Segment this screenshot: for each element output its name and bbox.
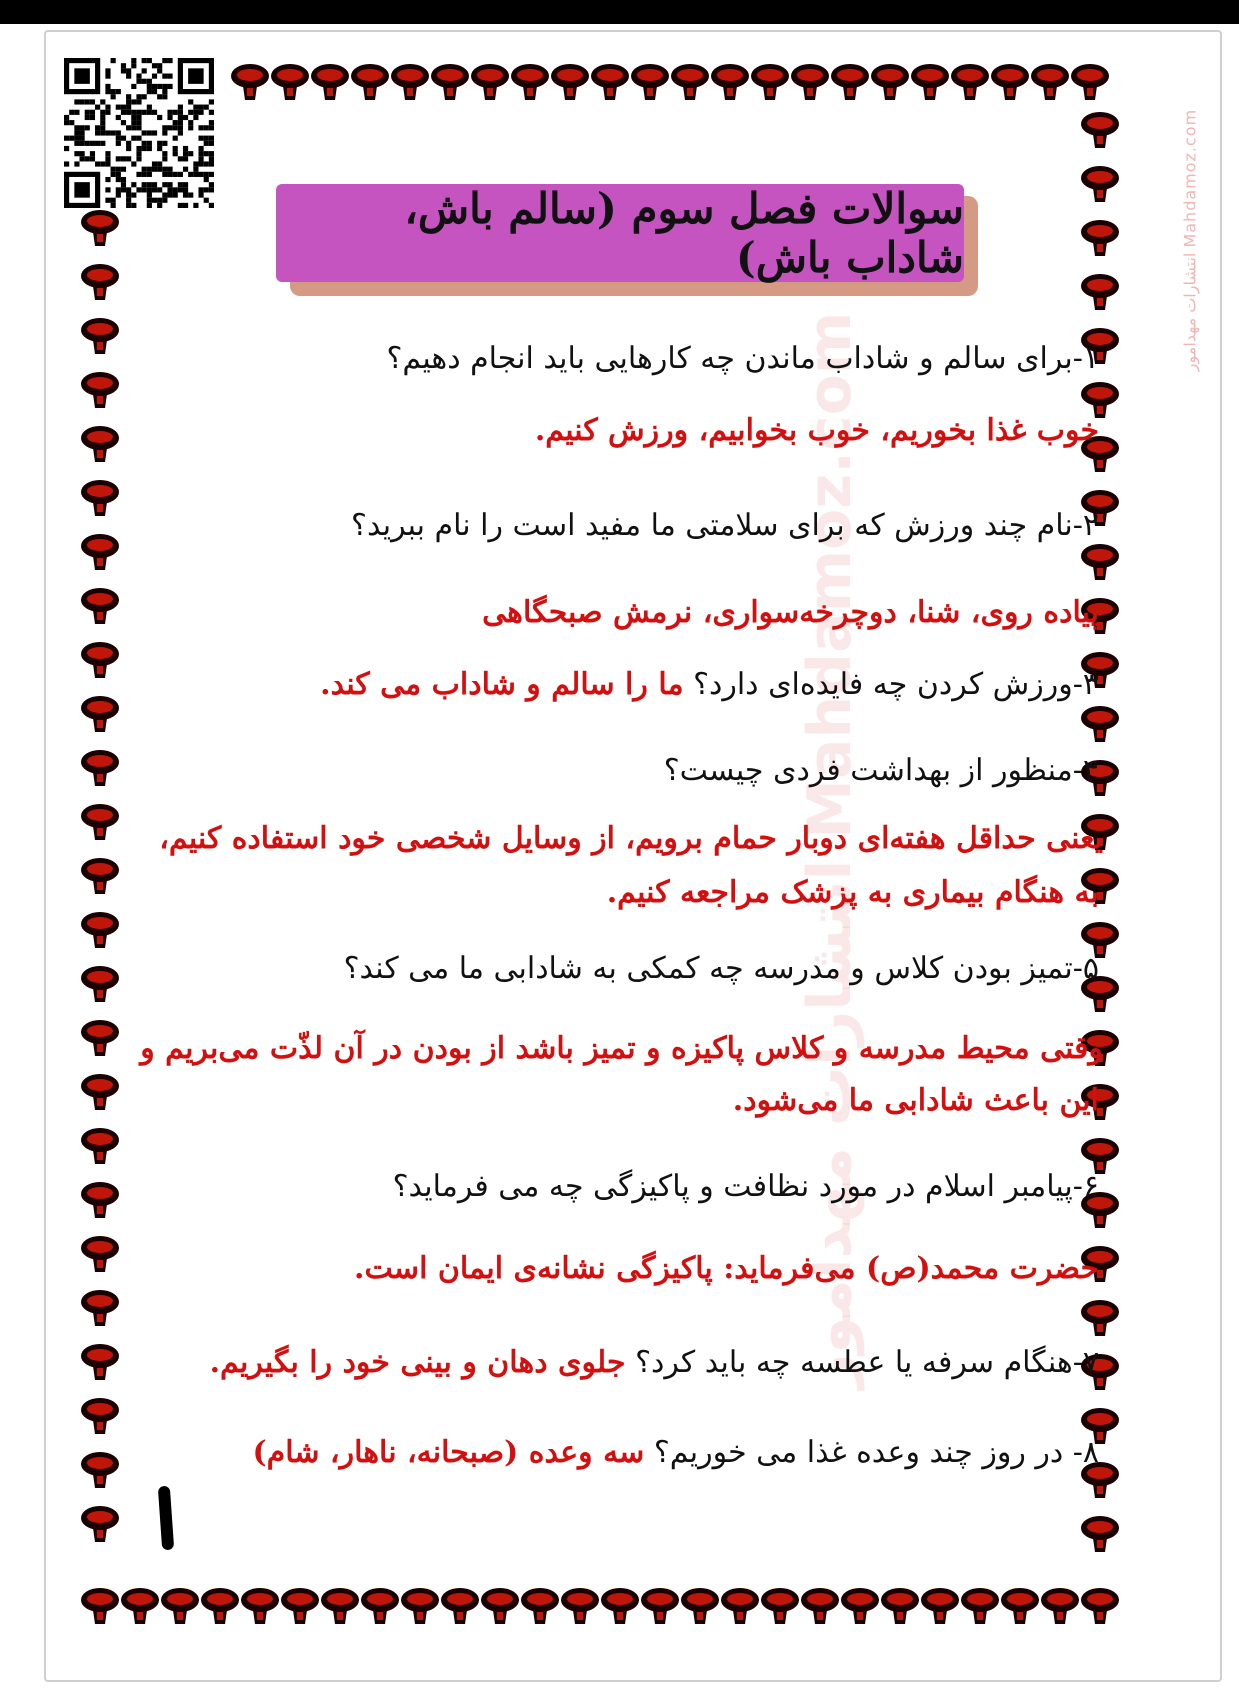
border-ornament-icon (801, 1588, 839, 1624)
border-ornament-icon (1081, 1516, 1119, 1552)
border-ornament-icon (81, 966, 119, 1002)
border-ornament-icon (401, 1588, 439, 1624)
border-ornament-icon (1031, 64, 1069, 100)
border-ornament-icon (601, 1588, 639, 1624)
border-ornament-icon (431, 64, 469, 100)
border-ornament-icon (721, 1588, 759, 1624)
border-ornament-icon (81, 210, 119, 246)
border-ornament-icon (711, 64, 749, 100)
answer-6: حضرت محمد(ص) می‌فرماید: پاکیزگی نشانه‌ی ایمان است. (354, 1251, 1099, 1286)
border-ornament-icon (81, 750, 119, 786)
border-ornament-icon (841, 1588, 879, 1624)
border-ornament-icon (511, 64, 549, 100)
border-ornament-icon (81, 642, 119, 678)
answer-3: ما را سالم و شاداب می کند. (320, 667, 684, 702)
border-ornament-icon (361, 1588, 399, 1624)
page-title: سوالات فصل سوم (سالم باش، شاداب باش) (404, 184, 964, 282)
border-ornament-icon (951, 64, 989, 100)
qr-code-icon (62, 58, 216, 208)
border-ornament-icon (81, 426, 119, 462)
border-ornament-icon (81, 1236, 119, 1272)
border-ornament-icon (471, 64, 509, 100)
border-ornament-icon (321, 1588, 359, 1624)
qa-8-row (252, 1432, 1099, 1474)
question-5: ۵-تمیز بودن کلاس و مدرسه چه کمکی به شادابی ما می کند؟ (343, 951, 1099, 986)
border-ornament-icon (81, 1506, 119, 1542)
question-7: ۷-هنگام سرفه یا عطسه چه باید کرد؟ (635, 1345, 1099, 1380)
border-ornament-icon (441, 1588, 479, 1624)
center-watermark: انتشارات مهدامور Mahdamoz.com (795, 311, 865, 1389)
qa-7-row (210, 1342, 1099, 1384)
question-4: ۴-منظور از بهداشت فردی چیست؟ (663, 753, 1099, 788)
border-ornament-icon (921, 1588, 959, 1624)
border-ornament-icon (271, 64, 309, 100)
border-ornament-icon (81, 858, 119, 894)
border-ornament-icon (241, 1588, 279, 1624)
border-ornament-icon (81, 1020, 119, 1056)
border-ornament-icon (81, 1290, 119, 1326)
question-2: ۲-نام چند ورزش که برای سلامتی ما مفید است را نام ببرید؟ (351, 508, 1099, 543)
border-ornament-icon (81, 1398, 119, 1434)
border-ornament-icon (1081, 166, 1119, 202)
answer-2: پیاده روی، شنا، دوچرخه‌سواری، نرمش صبحگاهی (482, 595, 1099, 630)
border-ornament-icon (631, 64, 669, 100)
border-ornament-icon (1081, 112, 1119, 148)
question-1: ۱-برای سالم و شاداب ماندن چه کارهایی باید انجام دهیم؟ (386, 341, 1099, 376)
border-ornament-icon (1001, 1588, 1039, 1624)
border-ornament-icon (521, 1588, 559, 1624)
border-ornament-icon (81, 696, 119, 732)
border-ornament-icon (591, 64, 629, 100)
border-ornament-icon (991, 64, 1029, 100)
border-ornament-icon (1081, 706, 1119, 742)
border-ornament-icon (561, 1588, 599, 1624)
border-ornament-icon (831, 64, 869, 100)
border-ornament-icon (871, 64, 909, 100)
border-ornament-icon (551, 64, 589, 100)
border-ornament-icon (791, 64, 829, 100)
answer-1: خوب غذا بخوریم، خوب بخوابیم، ورزش کنیم. (534, 413, 1099, 448)
border-ornament-icon (81, 1182, 119, 1218)
border-ornament-icon (1081, 220, 1119, 256)
border-ornament-icon (751, 64, 789, 100)
border-ornament-icon (1081, 1588, 1119, 1624)
border-ornament-icon (81, 1128, 119, 1164)
question-8: ۸- در روز چند وعده غذا می خوریم؟ (653, 1435, 1099, 1470)
border-ornament-icon (311, 64, 349, 100)
border-ornament-icon (81, 912, 119, 948)
border-ornament-icon (481, 1588, 519, 1624)
answer-5-line-1: وقتی محیط مدرسه و کلاس پاکیزه و تمیز باشد از بودن در آن لذّت می‌بریم و (140, 1031, 1103, 1066)
answer-7: جلوی دهان و بینی خود را بگیریم. (209, 1345, 626, 1380)
border-ornament-icon (961, 1588, 999, 1624)
border-ornament-icon (881, 1588, 919, 1624)
border-ornament-icon (81, 318, 119, 354)
border-ornament-icon (671, 64, 709, 100)
answer-4-line-1: یعنی حداقل هفته‌ای دوبار حمام برویم، از وسایل شخصی خود استفاده کنیم، (159, 821, 1103, 856)
border-ornament-icon (121, 1588, 159, 1624)
border-ornament-icon (81, 1074, 119, 1110)
border-ornament-icon (81, 372, 119, 408)
answer-5-line-2: این باعث شادابی ما می‌شود. (732, 1083, 1099, 1118)
border-ornament-icon (81, 1344, 119, 1380)
border-ornament-icon (681, 1588, 719, 1624)
border-ornament-icon (911, 64, 949, 100)
qa-3-row (320, 664, 1099, 706)
question-3: ۳-ورزش کردن چه فایده‌ای دارد؟ (693, 667, 1099, 702)
border-ornament-icon (81, 534, 119, 570)
border-ornament-icon (1081, 274, 1119, 310)
answer-8: سه وعده (صبحانه، ناهار، شام) (252, 1435, 645, 1470)
border-ornament-icon (1071, 64, 1109, 100)
border-ornament-icon (1081, 544, 1119, 580)
question-6: ۶-پیامبر اسلام در مورد نظافت و پاکیزگی چه می فرماید؟ (392, 1169, 1099, 1204)
border-ornament-icon (641, 1588, 679, 1624)
border-ornament-icon (81, 588, 119, 624)
border-ornament-icon (1081, 1300, 1119, 1336)
border-ornament-icon (81, 804, 119, 840)
border-ornament-icon (391, 64, 429, 100)
answer-4-line-2: به هنگام بیماری به پزشک مراجعه کنیم. (606, 875, 1099, 910)
border-ornament-icon (81, 1588, 119, 1624)
border-ornament-icon (281, 1588, 319, 1624)
border-ornament-icon (1041, 1588, 1079, 1624)
border-ornament-icon (761, 1588, 799, 1624)
border-ornament-icon (81, 264, 119, 300)
border-ornament-icon (81, 480, 119, 516)
border-ornament-icon (81, 1452, 119, 1488)
border-ornament-icon (231, 64, 269, 100)
side-watermark: انتشارات مهدامور Mahdamoz.com (1180, 108, 1200, 372)
border-ornament-icon (351, 64, 389, 100)
title-banner (276, 184, 964, 282)
border-ornament-icon (201, 1588, 239, 1624)
border-ornament-icon (161, 1588, 199, 1624)
